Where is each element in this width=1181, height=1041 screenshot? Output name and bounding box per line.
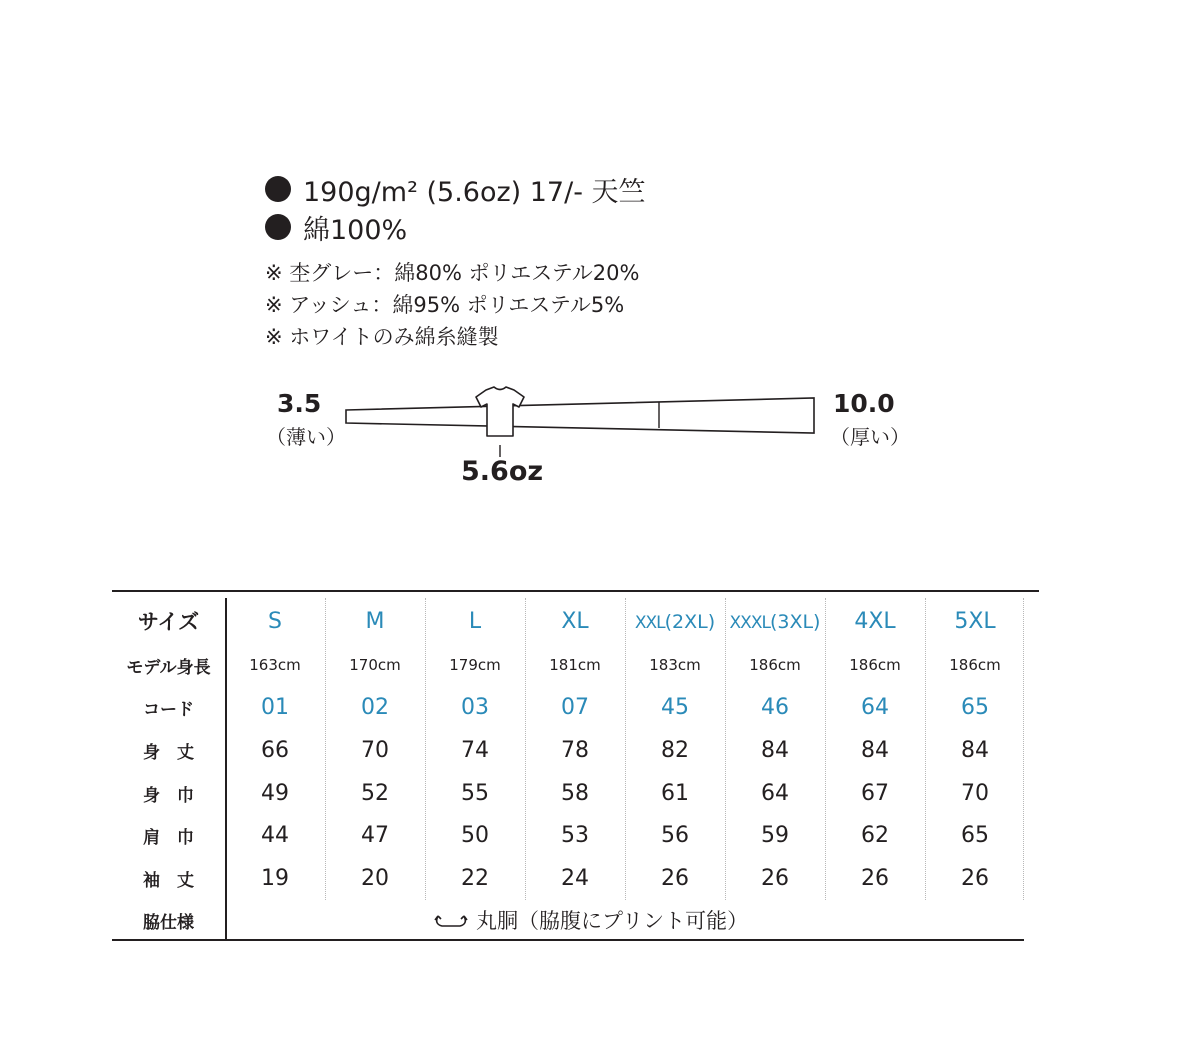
spec-weight-line — [265, 170, 646, 208]
table-row-shoulder-width — [112, 814, 989, 856]
length-cell: 84 — [761, 737, 789, 763]
length-cell: 82 — [661, 737, 689, 763]
shoulder-width-cell: 62 — [861, 822, 889, 848]
spec-note: ※ アッシュ：綿95% ポリエステル5% — [265, 293, 625, 317]
sleeve-length-cell: 26 — [861, 865, 889, 891]
length-cell: 84 — [961, 737, 989, 763]
code-cell: 45 — [661, 694, 689, 720]
length-cell: 84 — [861, 737, 889, 763]
code-cell: 03 — [461, 694, 489, 720]
code-cell: 01 — [261, 694, 289, 720]
size-cell: 5XL — [954, 608, 996, 634]
body-width-cell: 61 — [661, 780, 689, 806]
body-width-cell: 55 — [461, 780, 489, 806]
tubular-rotation-icon — [432, 910, 470, 930]
spec-block — [265, 170, 646, 352]
thickness-scale-graphic — [340, 383, 820, 463]
row-label-size: サイズ — [137, 610, 200, 634]
scale-max-label: （厚い） — [830, 425, 910, 449]
code-cell: 64 — [861, 694, 889, 720]
code-cell: 65 — [961, 694, 989, 720]
table-row-length — [112, 729, 989, 771]
sleeve-length-cell: 26 — [961, 865, 989, 891]
length-cell: 66 — [261, 737, 289, 763]
table-bottom-rule — [112, 939, 1024, 941]
scale-current-value: 5.6oz — [461, 456, 544, 487]
body-width-cell: 70 — [961, 780, 989, 806]
model-height-cell: 163cm — [249, 656, 301, 674]
sleeve-length-cell: 19 — [261, 865, 289, 891]
sleeve-length-cell: 24 — [561, 865, 589, 891]
row-label-body-width: 身 巾 — [143, 785, 194, 806]
spec-note: ※ 杢グレー：綿80% ポリエステル20% — [265, 261, 640, 285]
side-spec-value — [432, 899, 748, 941]
row-label-length: 身 丈 — [143, 742, 194, 763]
bullet-dot-icon — [265, 176, 291, 202]
table-row-side-spec — [112, 899, 1024, 941]
spec-note: ※ ホワイトのみ綿糸縫製 — [265, 325, 499, 349]
sleeve-length-cell: 26 — [761, 865, 789, 891]
scale-min-value: 3.5 — [277, 389, 322, 418]
row-label-model-height: モデル身長 — [126, 657, 211, 678]
model-height-cell: 183cm — [649, 656, 701, 674]
table-row-code — [112, 686, 989, 728]
row-label-side-spec: 脇仕様 — [143, 912, 194, 933]
shoulder-width-cell: 44 — [261, 822, 289, 848]
shoulder-width-cell: 56 — [661, 822, 689, 848]
sleeve-length-cell: 20 — [361, 865, 389, 891]
length-cell: 74 — [461, 737, 489, 763]
size-cell: 4XL — [854, 608, 896, 634]
spec-material: 綿100% — [303, 214, 408, 246]
model-height-cell: 186cm — [949, 656, 1001, 674]
spec-notes — [265, 256, 646, 352]
model-height-cell: 181cm — [549, 656, 601, 674]
row-label-shoulder-width: 肩 巾 — [143, 827, 194, 848]
scale-min-label: （薄い） — [266, 425, 346, 449]
spec-weight: 190g/m² (5.6oz) 17/- 天竺 — [303, 176, 646, 208]
model-height-cell: 179cm — [449, 656, 501, 674]
size-cell: XXL(2XL) — [634, 610, 716, 633]
code-cell: 07 — [561, 694, 589, 720]
body-width-cell: 64 — [761, 780, 789, 806]
model-height-cell: 186cm — [749, 656, 801, 674]
bullet-dot-icon — [265, 214, 291, 240]
scale-wedge — [346, 398, 814, 433]
shoulder-width-cell: 50 — [461, 822, 489, 848]
code-cell: 02 — [361, 694, 389, 720]
row-label-sleeve-length: 袖 丈 — [143, 870, 194, 891]
sleeve-length-cell: 26 — [661, 865, 689, 891]
body-width-cell: 49 — [261, 780, 289, 806]
length-cell: 78 — [561, 737, 589, 763]
code-cell: 46 — [761, 694, 789, 720]
body-width-cell: 58 — [561, 780, 589, 806]
table-top-rule — [112, 590, 1039, 592]
size-cell: S — [268, 608, 282, 634]
shoulder-width-cell: 59 — [761, 822, 789, 848]
model-height-cell: 186cm — [849, 656, 901, 674]
shoulder-width-cell: 65 — [961, 822, 989, 848]
table-row-size — [112, 600, 996, 642]
body-width-cell: 67 — [861, 780, 889, 806]
size-cell: L — [468, 608, 482, 634]
size-table — [112, 590, 1039, 942]
length-cell: 70 — [361, 737, 389, 763]
spec-material-line — [265, 208, 646, 246]
row-label-code: コード — [143, 699, 194, 720]
size-cell: M — [365, 608, 385, 634]
body-width-cell: 52 — [361, 780, 389, 806]
size-cell: XL — [561, 608, 589, 634]
side-spec-text: 丸胴（脇腹にプリント可能） — [476, 909, 749, 933]
table-row-model-height — [112, 644, 1001, 686]
table-row-body-width — [112, 772, 989, 814]
shoulder-width-cell: 53 — [561, 822, 589, 848]
size-cell: XXXL(3XL) — [729, 610, 821, 633]
sleeve-length-cell: 22 — [461, 865, 489, 891]
scale-max-value: 10.0 — [833, 389, 895, 418]
model-height-cell: 170cm — [349, 656, 401, 674]
shoulder-width-cell: 47 — [361, 822, 389, 848]
table-row-sleeve-length — [112, 857, 989, 899]
